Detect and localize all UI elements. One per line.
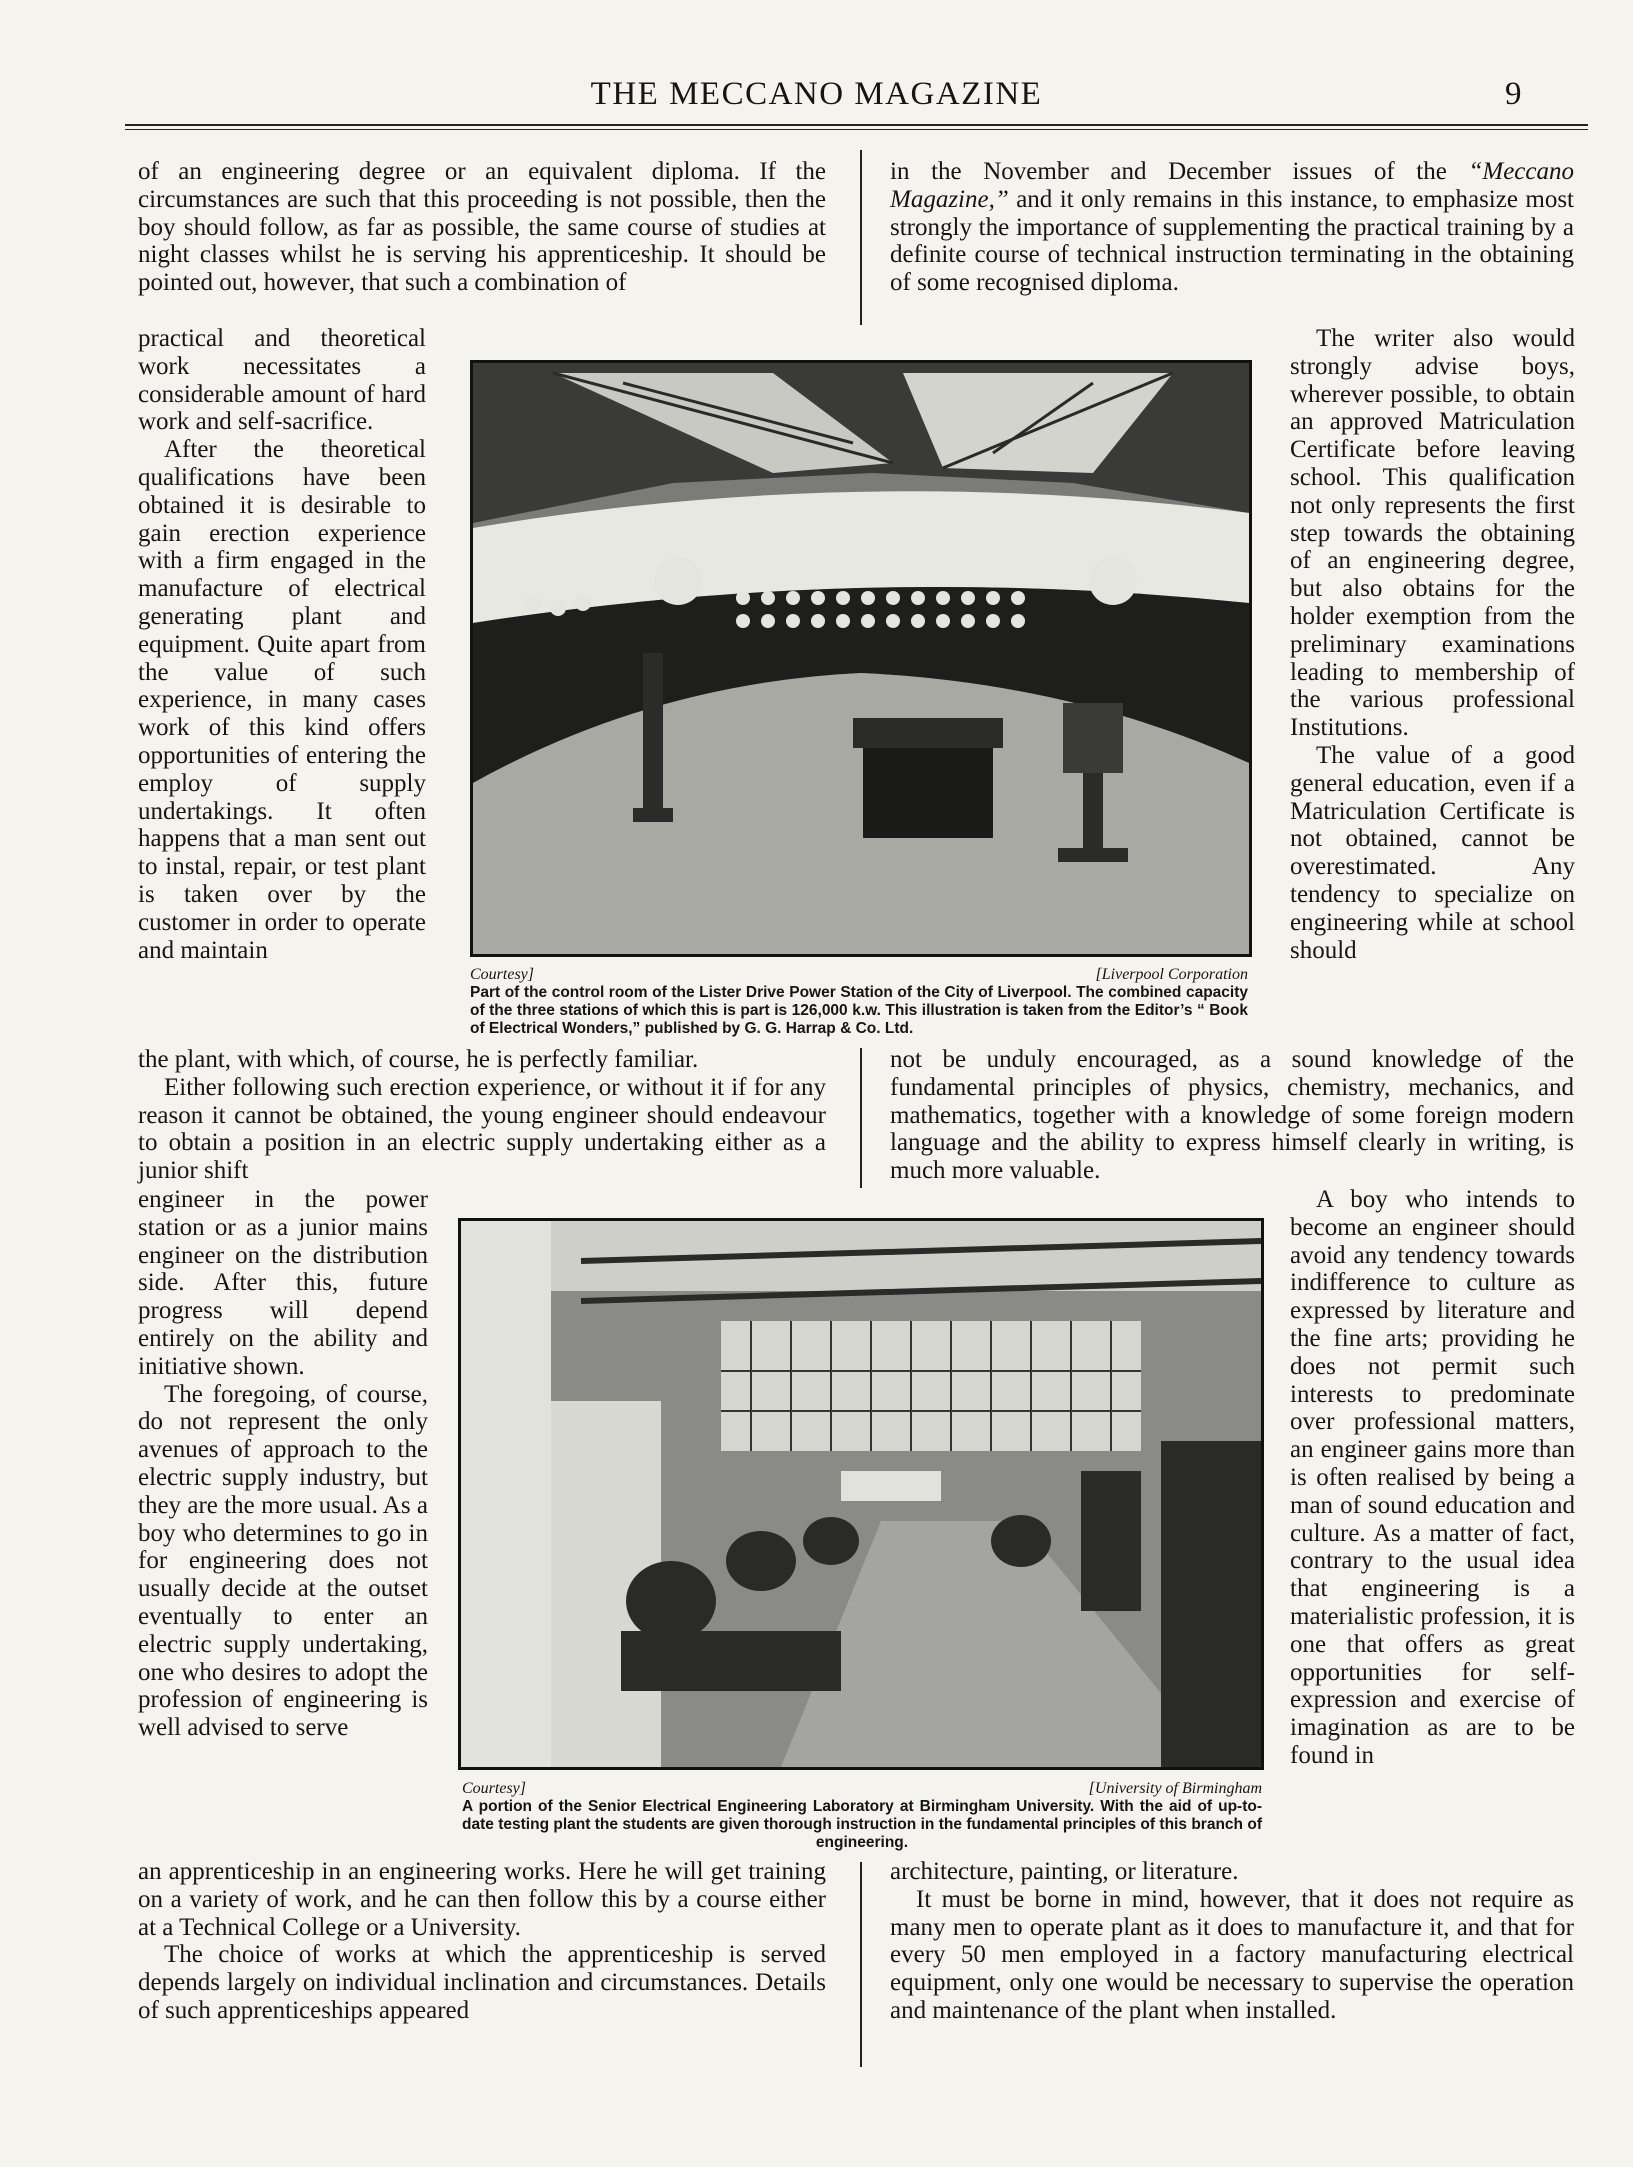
figure-1-caption-block [470,966,1248,1038]
paragraph: practical and theoretical work necessitates a considerable amount of hard work and self-sacrifice. [138,325,426,436]
right-narrow-column-2 [1290,1186,1575,1770]
figure-2-caption-block [462,1780,1262,1852]
column-divider-top [860,150,862,325]
credit-right: [Liverpool Corporation [1095,966,1248,983]
page-number: 9 [1505,76,1522,112]
header-rule-thin [125,129,1588,130]
header-rule [125,124,1588,126]
credit-left: Courtesy] [462,1780,526,1797]
figure-1-credits [470,966,1248,984]
left-narrow-column-1 [138,325,426,964]
column-divider-middle [860,1048,862,1188]
magazine-title: THE MECCANO MAGAZINE [590,76,1043,112]
figure-1-caption: Part of the control room of the Lister Drive Power Station of the City of Liverpool. The combined capacity of the three stations of which this is part is 126,000 k.w. This illustration is taken from the Editor’s “ Book of Electrical Wonders,” published by G. G. Harrap & Co. Ltd. [470,984,1248,1037]
paragraph: of an engineering degree or an equivalent diploma. If the circumstances are such that this proceeding is not possible, then the boy should follow, as far as possible, the same course of studies at night classes whilst he is serving his apprenticeship. It should be pointed out, however, that such a combination of [138,158,826,297]
paragraph: After the theoretical qualifications have been obtained it is desirable to gain erection experience with a firm engaged in the manufacture of electrical generating plant and equipment. Quite apart from the value of such experience, in many cases work of this kind offers opportunities of entering the employ of supply undertakings. It often happens that a man sent out to instal, repair, or test plant is taken over by the customer in order to operate and maintain [138,436,426,964]
paragraph: The value of a good general education, even if a Matriculation Certificate is not obtained, cannot be overestimated. Any tendency to specialize on engineering while at school should [1290,741,1575,964]
column-2-bottom [890,1858,1574,2025]
column-1-top [138,158,826,297]
laboratory-illustration [461,1221,1261,1767]
column-2-middle [890,1046,1574,1185]
paragraph: It must be borne in mind, however, that it does not require as many men to operate plant as it does to manufacture it, and that for every 50 men employed in a factory manufacturing electrical equipment, only one would be necessary to supervise the operation and maintenance of the plant when installed. [890,1885,1574,2024]
paragraph: The choice of works at which the apprenticeship is served depends largely on individual inclination and circumstances. Details of such apprenticeships appeared [138,1941,826,2024]
paragraph: architecture, painting, or literature. [890,1858,1239,1885]
column-divider-bottom [860,1862,862,2067]
figure-laboratory-photo [458,1218,1264,1770]
paragraph: engineer in the power station or as a junior mains engineer on the distribution side. After this, future progress will depend entirely on the ability and initiative shown. [138,1186,428,1380]
column-1-middle [138,1046,826,1185]
paragraph: in the November and December issues of the “Meccano Magazine,” and it only remains in this instance, to emphasize most strongly the importance of supplementing the practical training by a definite course of technical instruction terminating in the obtaining of some recognised diploma. [890,158,1574,297]
left-narrow-column-2 [138,1186,428,1742]
paragraph: the plant, with which, of course, he is perfectly familiar. [138,1046,699,1073]
paragraph: not be unduly encouraged, as a sound knowledge of the fundamental principles of physics, chemistry, mechanics, and mathematics, together with a knowledge of some foreign modern language and the ability to express himself clearly in writing, is much more valuable. [890,1046,1574,1185]
credit-left: Courtesy] [470,966,534,983]
credit-right: [University of Birmingham [1088,1780,1262,1797]
paragraph: Either following such erection experience, or without it if for any reason it cannot be obtained, the young engineer should endeavour to obtain a position in an electric supply undertaking either as a junior shift [138,1073,826,1185]
control-room-illustration [473,363,1249,954]
figure-control-room-photo [470,360,1252,957]
column-1-bottom [138,1858,826,2025]
paragraph: an apprenticeship in an engineering works. Here he will get training on a variety of work, and he can then follow this by a course either at a Technical College or a University. [138,1858,826,1941]
right-narrow-column-1 [1290,325,1575,964]
figure-2-credits [462,1780,1262,1798]
figure-2-caption: A portion of the Senior Electrical Engineering Laboratory at Birmingham University. With the aid of up-to-date testing plant the students are given thorough instruction in the fundamental principles of this branch of engineering. [462,1798,1262,1851]
paragraph: The foregoing, of course, do not represent the only avenues of approach to the electric supply industry, but they are the more usual. As a boy who determines to go in for engineering does not usually decide at the outset eventually to enter an electric supply undertaking, one who desires to adopt the profession of engineering is well advised to serve [138,1380,428,1742]
paragraph: The writer also would strongly advise boys, wherever possible, to obtain an approved Matriculation Certificate before leaving school. This qualification not only represents the first step towards the obtaining of an engineering degree, but also obtains for the holder exemption from the preliminary examinations leading to membership of the various professional Institutions. [1290,325,1575,742]
paragraph: A boy who intends to become an engineer should avoid any tendency towards indifference to culture as expressed by literature and the fine arts; providing he does not permit such interests to predominate over professional matters, an engineer gains more than is often realised by being a man of sound education and culture. As a matter of fact, contrary to the usual idea that engineering is a materialistic profession, it is one that offers as great opportunities for self-expression and exercise of imagination as are to be found in [1290,1186,1575,1769]
column-2-top [890,158,1574,297]
